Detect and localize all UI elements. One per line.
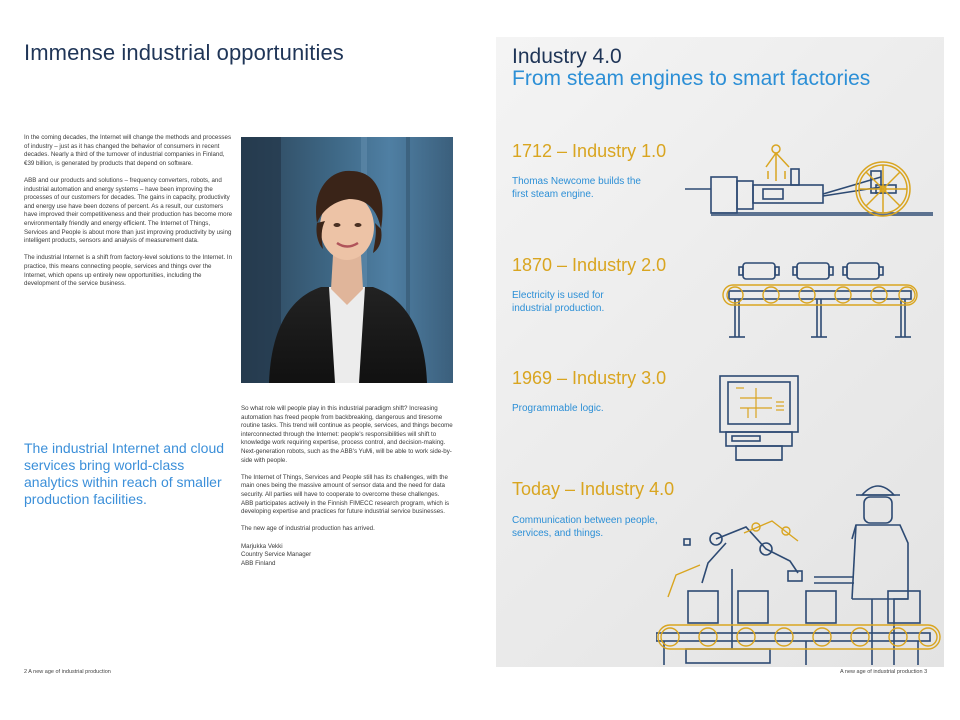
footer-left: 2 A new age of industrial production bbox=[24, 669, 111, 675]
era-heading-1: 1712 – Industry 1.0 bbox=[512, 141, 667, 161]
era-desc-line: first steam engine. bbox=[512, 189, 594, 200]
paragraph: So what role will people play in this industrial paradigm shift? Increasing automation has freed people from backbreaking, dangerous and tiresome routine tasks. This trend will continue as people, services, and things become interconnected through the Internet: people's responsibilities will shift to knowledge work requiring expertise, process control, and decision-making. Next-generation robots, such as the ABB's YuMi, will be able to work side-by-side with people. bbox=[241, 405, 453, 464]
era-desc-line: industrial production. bbox=[512, 303, 605, 314]
era-heading-4: Today – Industry 4.0 bbox=[512, 479, 675, 499]
right-page bbox=[496, 37, 944, 667]
era-desc-line: Programmable logic. bbox=[512, 403, 604, 414]
page-title: Immense industrial opportunities bbox=[24, 40, 344, 65]
era-heading-2: 1870 – Industry 2.0 bbox=[512, 255, 667, 275]
era-desc-2 bbox=[512, 289, 682, 315]
era-desc-line: Communication between people, bbox=[512, 515, 658, 526]
era-desc-line: services, and things. bbox=[512, 528, 604, 539]
infographic-title: Industry 4.0 bbox=[512, 45, 622, 68]
portrait-photo bbox=[241, 137, 453, 383]
signature-company: ABB Finland bbox=[241, 559, 276, 567]
paragraph: The new age of industrial production has arrived. bbox=[241, 525, 375, 533]
footer-right: A new age of industrial production 3 bbox=[840, 669, 928, 675]
paragraph: The Internet of Things, Services and People still has its challenges, with the main ones being the massive amount of sensor data and the need for data security. All parties will have to cooperate to overcome these challenges. ABB participates actively in the Finnish FIMECC research program, which is developing expertise and practices for future industrial service businesses. bbox=[241, 473, 450, 516]
era-heading-3: 1969 – Industry 3.0 bbox=[512, 368, 667, 388]
infographic-subtitle: From steam engines to smart factories bbox=[512, 67, 871, 90]
pull-quote: The industrial Internet and cloud services bring world-class analytics within reach of smaller production facilities. bbox=[24, 440, 225, 507]
era-desc-line: Thomas Newcome builds the bbox=[512, 176, 641, 187]
body-column-a bbox=[24, 134, 234, 297]
conveyor-belt-icon bbox=[721, 257, 921, 343]
era-desc-1 bbox=[512, 175, 682, 201]
era-desc-line: Electricity is used for bbox=[512, 290, 604, 301]
paragraph: The industrial Internet is a shift from factory-level solutions to the Internet. In practice, this means connecting people, services and things over the Internet, which opens up entirely new opportunities, including the development of the service business. bbox=[24, 254, 233, 288]
era-desc-3 bbox=[512, 402, 682, 415]
signature-role: Country Service Manager bbox=[241, 551, 312, 559]
portrait-illustration bbox=[241, 137, 453, 383]
smart-factory-icon bbox=[656, 473, 942, 665]
steam-engine-icon bbox=[681, 141, 939, 221]
paragraph: ABB and our products and solutions – frequency converters, robots, and industrial automation and energy systems – have been improving the processes of our customers for decades. The gains in capacity, productivity and energy use have been dozens of percent. As a result, our customers have improved their competitiveness and their production has become more environmentally friendly and energy efficient. The Internet of Things, Services and People is about more than just improving productivity by using intelligent products, sensors and analysis of measurement data. bbox=[24, 176, 233, 245]
paragraph: In the coming decades, the Internet will change the methods and processes of industry – just as it has changed the behavior of consumers in recent decades. Nearly a third of the turnover of industrial companies in Finland, €39 billion, is generated by products that depend on software. bbox=[24, 134, 232, 167]
signature-block bbox=[241, 543, 453, 569]
body-column-b bbox=[241, 405, 453, 568]
signature-name: Marjukka Vekki bbox=[241, 542, 283, 550]
computer-terminal-icon bbox=[718, 374, 800, 466]
